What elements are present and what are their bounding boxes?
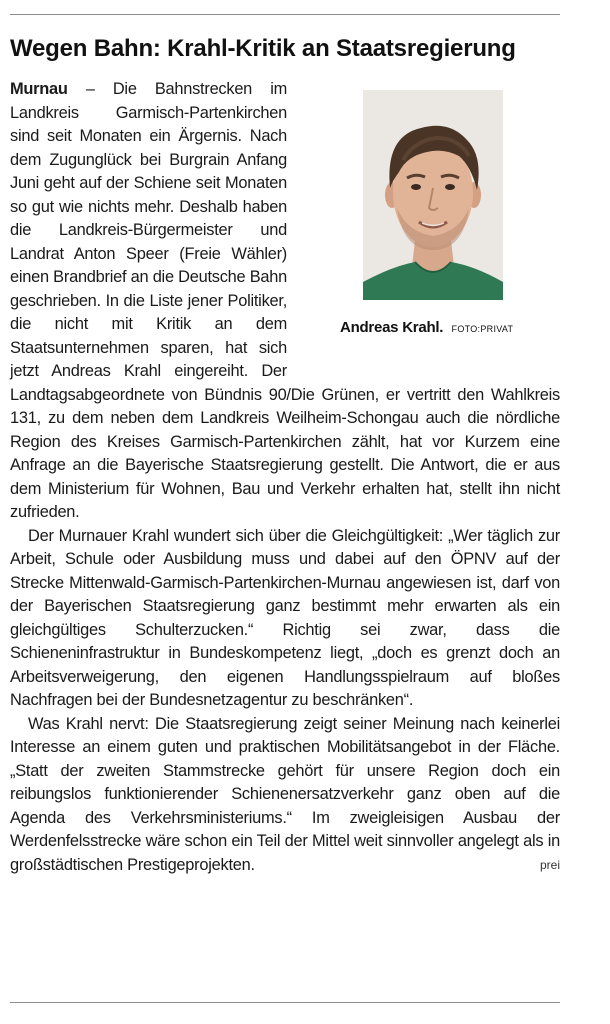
dateline: Murnau — [10, 80, 68, 98]
lead-text: – Die Bahnstrecken im Landkreis Garmisch-Partenkirchen sind seit Monaten ein Ärgernis. Nach dem Zugunglück bei Burgrain Anfang Juni geht auf der Schiene seit Monaten so gut wie nichts mehr. Deshalb haben die Landkreis-Bürgermeister und Landrat Anton Speer (Freie Wähler) einen Brandbrief an die Deutsche Bahn geschrieben. In die Liste jener Politiker, die nicht mit Kritik an dem Staatsunternehmen sparen, hat sich jetzt Andreas Krahl eingereiht. Der Landtagsabgeordnete von Bündnis 90/Die Grünen, er vertritt den Wahlkreis 131, zu dem neben dem Landkreis Weilheim-Schongau auch die nördliche Region des Kreises Garmisch-Partenkirchen zählt, hat vor Kurzem eine Anfrage an die Bayerische Staatsregierung gestellt. Die Antwort, die er aus dem Ministerium für Wohnen, Bau und Verkehr erhalten hat, stellt ihn nicht zufrieden. — [10, 80, 560, 521]
portrait-photo — [363, 90, 503, 300]
photo-caption — [340, 316, 560, 342]
headline: Wegen Bahn: Krahl-Kritik an Staatsregierung — [10, 35, 516, 62]
photo-block — [295, 84, 560, 366]
portrait-illustration — [363, 90, 503, 300]
article-body — [10, 78, 560, 877]
bottom-rule — [10, 1002, 560, 1003]
paragraph-3-text: Was Krahl nervt: Die Staatsregierung zeigt seiner Meinung nach keinerlei Interesse an einem guten und praktischen Mobilitätsangebot in der Fläche. „Statt der zweiten Stammstrecke gehört für unsere Region doch ein reibungslos funktionierender Schienenersatzverkehr ganz oben auf die Agenda des Verkehrsministeriums.“ Im zweigleisigen Ausbau der Werdenfelsstrecke wäre schon ein Teil der Mittel weit sinnvoller angelegt als in großstädtischen Prestigeprojekten. — [10, 714, 560, 874]
top-rule — [10, 14, 560, 15]
paragraph-3 — [10, 713, 560, 878]
caption-credit: FOTO:PRIVAT — [451, 324, 514, 334]
author-initials: prei — [539, 857, 560, 872]
caption-name: Andreas Krahl. — [340, 319, 444, 336]
paragraph-2: Der Murnauer Krahl wundert sich über die Gleichgültigkeit: „Wer täglich zur Arbeit, Schule oder Ausbildung muss und dabei auf den ÖPNV auf der Strecke Mittenwald-Garmisch-Partenkirchen-Murnau angewiesen ist, darf von der Bayerischen Staatsregierung ganz bestimmt mehr erwarten als ein gleichgültiges Schulterzucken.“ Richtig sei zwar, dass die Schieneninfrastruktur in Bundeskompetenz liegt, „doch es grenzt doch an Arbeitsverweigerung, den eigenen Handlungsspielraum auf bloßes Nachfragen bei der Bundesnetzagentur zu beschränken“. — [10, 526, 560, 709]
